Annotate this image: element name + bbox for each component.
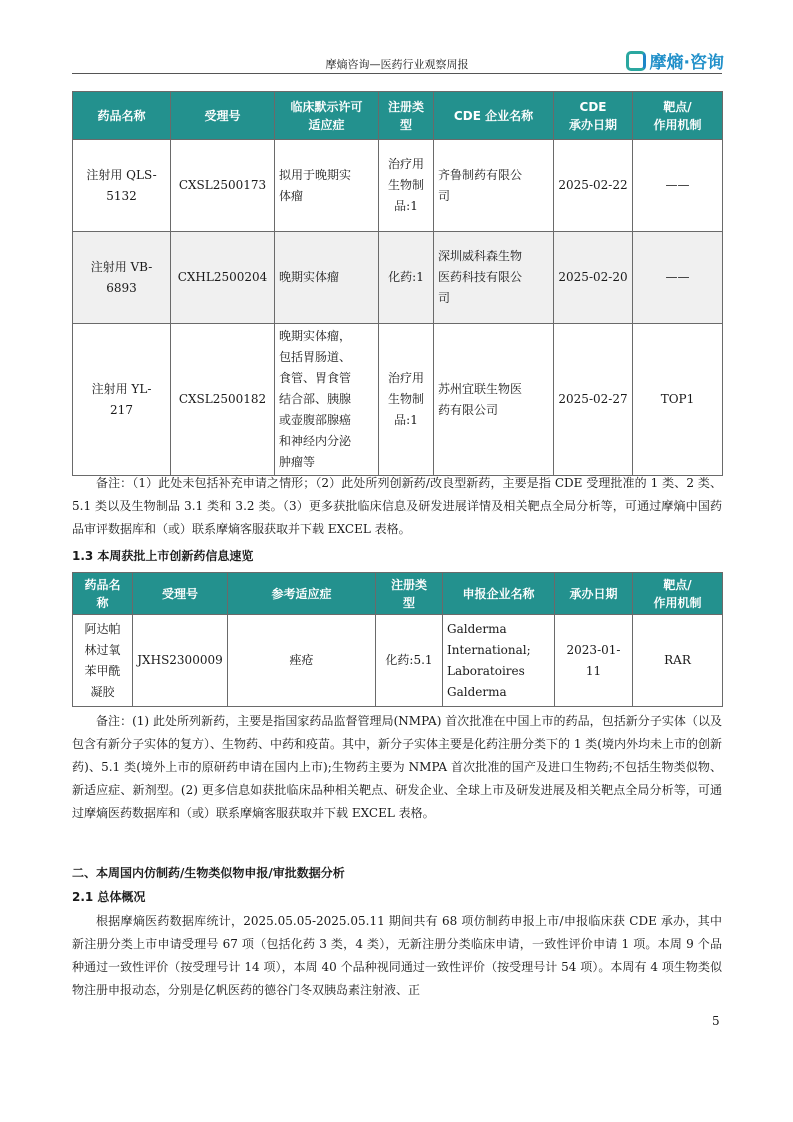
table-cell: 2025-02-22: [554, 140, 633, 232]
table-cell: RAR: [633, 615, 723, 707]
table-cell: ——: [633, 140, 723, 232]
table-row: [73, 615, 723, 707]
table-cell: 2025-02-20: [554, 232, 633, 324]
clinical-approval-table: [72, 91, 723, 476]
table-cell: 2025-02-27: [554, 324, 633, 476]
table-cell: 化药:5.1: [376, 615, 443, 707]
section-2-1-heading: 2.1 总体概况: [72, 890, 146, 904]
table2-note: 备注：(1) 此处所列新药，主要是指国家药品监督管理局(NMPA) 首次批准在中国上市的药品，包括新分子实体（以及包含有新分子实体的复方）、生物药、中药和疫苗。其中，新分子实体主要是化药注册分类下的 1 类(境内外均未上市的创新药)、5.1 类(境外上市的原研药申请在国内上市);生物药主要为 NMPA 首次批准的国产及进口生物药;不包括生物类似物、新适应症、新剂型。(2) 更多信息如获批临床品种相关靶点、研发企业、全球上市及研发进展及相关靶点全局分析等，可通过摩熵医药数据库和（或）联系摩熵客服获取并下载 EXCEL 表格。: [72, 714, 722, 820]
column-header: 申报企业名称: [443, 573, 555, 615]
table-cell: 注射用 VB- 6893: [73, 232, 171, 324]
column-header: 药品名 称: [73, 573, 133, 615]
table-cell: JXHS2300009: [133, 615, 228, 707]
column-header: 靶点/ 作用机制: [633, 573, 723, 615]
table-cell: TOP1: [633, 324, 723, 476]
column-header: 注册类 型: [379, 92, 434, 140]
overview-paragraph: 根据摩熵医药数据库统计，2025.05.05-2025.05.11 期间共有 68 项仿制药申报上市/申报临床获 CDE 承办，其中新注册分类上市申请受理号 67 项（包括化药 3 类，4 类），无新注册分类临床申请，一致性评价申请 1 项。本周 9 个品种通过一致性评价（按受理号计 14 项），本周 40 个品种视同通过一致性评价（按受理号计 54 项）。本周有 4 项生物类似物注册申报动态，分别是亿帆医药的德谷门冬双胰岛素注射液、正: [72, 914, 722, 997]
column-header: 受理号: [133, 573, 228, 615]
column-header: 参考适应症: [228, 573, 376, 615]
column-header: 临床默示许可 适应症: [275, 92, 379, 140]
column-header: 靶点/ 作用机制: [633, 92, 723, 140]
company-logo: [626, 48, 724, 73]
table-row: [73, 232, 723, 324]
table-cell: ——: [633, 232, 723, 324]
column-header: 受理号: [171, 92, 275, 140]
column-header: CDE 企业名称: [434, 92, 554, 140]
table-cell: 苏州宜联生物医 药有限公司: [434, 324, 554, 476]
table-cell: 晚期实体瘤， 包括胃肠道、 食管、胃食管 结合部、胰腺 或壶腹部腺癌 和神经内分泌 肿瘤等: [275, 324, 379, 476]
column-header: 注册类 型: [376, 573, 443, 615]
table-cell: 拟用于晚期实 体瘤: [275, 140, 379, 232]
header-title: 摩熵咨询—医药行业观察周报: [325, 58, 469, 71]
column-header: 药品名称: [73, 92, 171, 140]
column-header: 承办日期: [555, 573, 633, 615]
page-header: [72, 44, 722, 74]
section-1-3-heading: 1.3 本周获批上市创新药信息速览: [72, 549, 254, 563]
logo-text: 摩熵·咨询: [649, 53, 724, 73]
logo-icon: [626, 51, 646, 71]
page-number: 5: [712, 1014, 720, 1028]
table-cell: 治疗用 生物制 品:1: [379, 140, 434, 232]
table-cell: 齐鲁制药有限公 司: [434, 140, 554, 232]
table-row: [73, 140, 723, 232]
table-cell: 治疗用 生物制 品:1: [379, 324, 434, 476]
section-2-heading: 二、本周国内仿制药/生物类似物申报/审批数据分析: [72, 866, 345, 880]
table-cell: 晚期实体瘤: [275, 232, 379, 324]
table-cell: 深圳威科森生物 医药科技有限公 司: [434, 232, 554, 324]
table-cell: 化药:1: [379, 232, 434, 324]
column-header: CDE 承办日期: [554, 92, 633, 140]
table-cell: CXHL2500204: [171, 232, 275, 324]
table-row: [73, 324, 723, 476]
table-cell: Galderma International; Laboratoires Galderma: [443, 615, 555, 707]
table-cell: 注射用 QLS- 5132: [73, 140, 171, 232]
table-cell: 痤疮: [228, 615, 376, 707]
table-cell: CXSL2500182: [171, 324, 275, 476]
table-cell: 阿达帕 林过氧 苯甲酰 凝胶: [73, 615, 133, 707]
table1-note: 备注：（1）此处未包括补充申请之情形；（2）此处所列创新药/改良型新药，主要是指 CDE 受理批准的 1 类、2 类、5.1 类以及生物制品 3.1 类和 3.2 类。（3）更多获批临床信息及研发进展详情及相关靶点全局分析等，可通过摩熵中国药品审评数据库和（或）联系摩熵客服获取并下载 EXCEL 表格。: [72, 476, 722, 536]
table-cell: 注射用 YL- 217: [73, 324, 171, 476]
approved-drug-table: [72, 572, 723, 707]
table-cell: 2023-01-11: [555, 615, 633, 707]
table-cell: CXSL2500173: [171, 140, 275, 232]
